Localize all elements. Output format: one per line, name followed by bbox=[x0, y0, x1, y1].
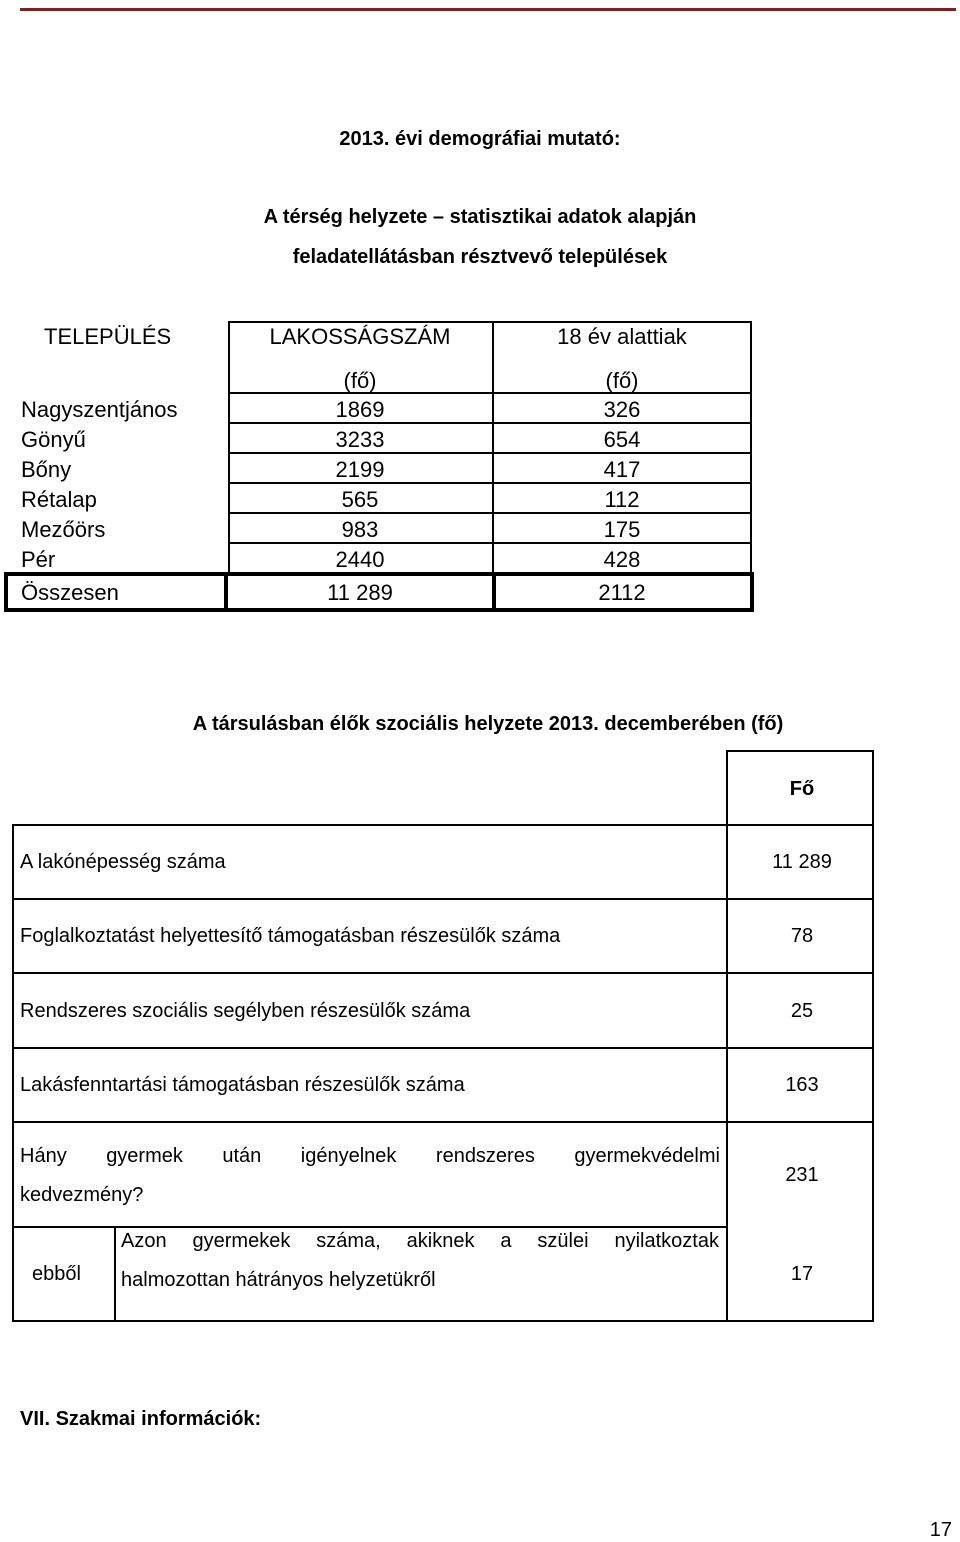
row-settlement-name: Rétalap bbox=[21, 487, 97, 512]
row-value: 163 bbox=[785, 1074, 819, 1096]
row-value: 11 289 bbox=[772, 851, 832, 873]
table-border bbox=[12, 1121, 874, 1123]
section-title: VII. Szakmai információk: bbox=[20, 1408, 262, 1430]
sub-row-label-line2: halmozottan hátrányos helyzetükről bbox=[121, 1269, 436, 1291]
word: gyermekvédelmi bbox=[574, 1145, 720, 1167]
word: nyilatkoztak bbox=[614, 1230, 719, 1252]
demographic-table bbox=[0, 320, 760, 612]
table-border-bottom bbox=[12, 1320, 874, 1322]
child-row-label-line1 bbox=[20, 1146, 720, 1166]
unit-under18: (fő) bbox=[605, 368, 639, 393]
table-border-top bbox=[726, 750, 874, 752]
row-settlement-name: Pér bbox=[21, 547, 56, 572]
col-header-population: LAKOSSÁGSZÁM bbox=[269, 324, 451, 349]
row-label: Lakásfenntartási támogatásban részesülők száma bbox=[20, 1074, 465, 1096]
page-number: 17 bbox=[929, 1519, 952, 1541]
subheading-region: A térség helyzete – statisztikai adatok alapján bbox=[263, 206, 697, 228]
row-under18: 326 bbox=[603, 397, 641, 422]
table-border bbox=[750, 321, 752, 573]
total-population: 11 289 bbox=[327, 580, 393, 605]
col-header-settlement: TELEPÜLÉS bbox=[44, 324, 172, 349]
table-border bbox=[492, 321, 494, 573]
child-row-value: 231 bbox=[785, 1164, 819, 1186]
word: után bbox=[222, 1145, 262, 1167]
row-settlement-name: Mezőörs bbox=[21, 517, 106, 542]
row-under18: 654 bbox=[603, 427, 641, 452]
total-under18: 2112 bbox=[598, 580, 646, 605]
row-population: 3233 bbox=[335, 427, 385, 452]
top-border-line bbox=[20, 8, 956, 11]
total-label: Összesen bbox=[21, 580, 119, 605]
subheading-settlements: feladatellátásban résztvevő települések bbox=[292, 246, 668, 268]
row-settlement-name: Bőny bbox=[21, 457, 72, 482]
row-under18: 417 bbox=[603, 457, 641, 482]
sub-row-label-line1 bbox=[121, 1231, 719, 1251]
table-border bbox=[12, 824, 874, 826]
table-border-right bbox=[872, 750, 874, 1322]
sub-row-prefix: ebből bbox=[32, 1263, 81, 1285]
row-label: A lakónépesség száma bbox=[20, 851, 226, 873]
row-population: 565 bbox=[341, 487, 379, 512]
word: Hány bbox=[20, 1145, 67, 1167]
table-border bbox=[12, 972, 874, 974]
col-header-under18: 18 év alattiak bbox=[557, 324, 687, 349]
row-under18: 112 bbox=[604, 487, 640, 512]
word: akiknek bbox=[406, 1230, 475, 1252]
word: száma, bbox=[316, 1230, 381, 1252]
row-label: Rendszeres szociális segélyben részesülők száma bbox=[20, 1000, 471, 1022]
word: gyermek bbox=[106, 1145, 183, 1167]
table-border-middle bbox=[726, 750, 728, 1322]
unit-population: (fő) bbox=[343, 368, 377, 393]
row-value: 78 bbox=[790, 925, 814, 947]
row-label: Foglalkoztatást helyettesítő támogatásban részesülők száma bbox=[20, 925, 561, 947]
row-settlement-name: Nagyszentjános bbox=[21, 397, 178, 422]
social-table-title: A társulásban élők szociális helyzete 2013. decemberében (fő) bbox=[192, 713, 784, 735]
table-border-top bbox=[228, 321, 752, 323]
word: rendszeres bbox=[435, 1145, 535, 1167]
row-population: 2199 bbox=[335, 457, 385, 482]
sub-row-value: 17 bbox=[790, 1263, 814, 1285]
word: szülei bbox=[537, 1230, 589, 1252]
word: igényelnek bbox=[300, 1145, 397, 1167]
table-border bbox=[12, 1226, 728, 1228]
page-heading: 2013. évi demográfiai mutató: bbox=[339, 128, 621, 150]
row-value: 25 bbox=[790, 1000, 814, 1022]
word: Azon bbox=[121, 1230, 167, 1252]
row-population: 2440 bbox=[335, 547, 385, 572]
col-header-persons: Fő bbox=[789, 778, 815, 800]
row-under18: 428 bbox=[603, 547, 641, 572]
row-population: 1869 bbox=[335, 397, 385, 422]
row-under18: 175 bbox=[603, 517, 641, 542]
child-row-label-line2: kedvezmény? bbox=[20, 1184, 144, 1206]
table-border bbox=[12, 898, 874, 900]
table-border-sub bbox=[114, 1226, 116, 1322]
row-population: 983 bbox=[341, 517, 379, 542]
word: gyermekek bbox=[192, 1230, 291, 1252]
row-settlement-name: Gönyű bbox=[21, 427, 86, 452]
social-situation-table bbox=[12, 750, 876, 1324]
table-border bbox=[12, 1047, 874, 1049]
word: a bbox=[500, 1230, 512, 1252]
